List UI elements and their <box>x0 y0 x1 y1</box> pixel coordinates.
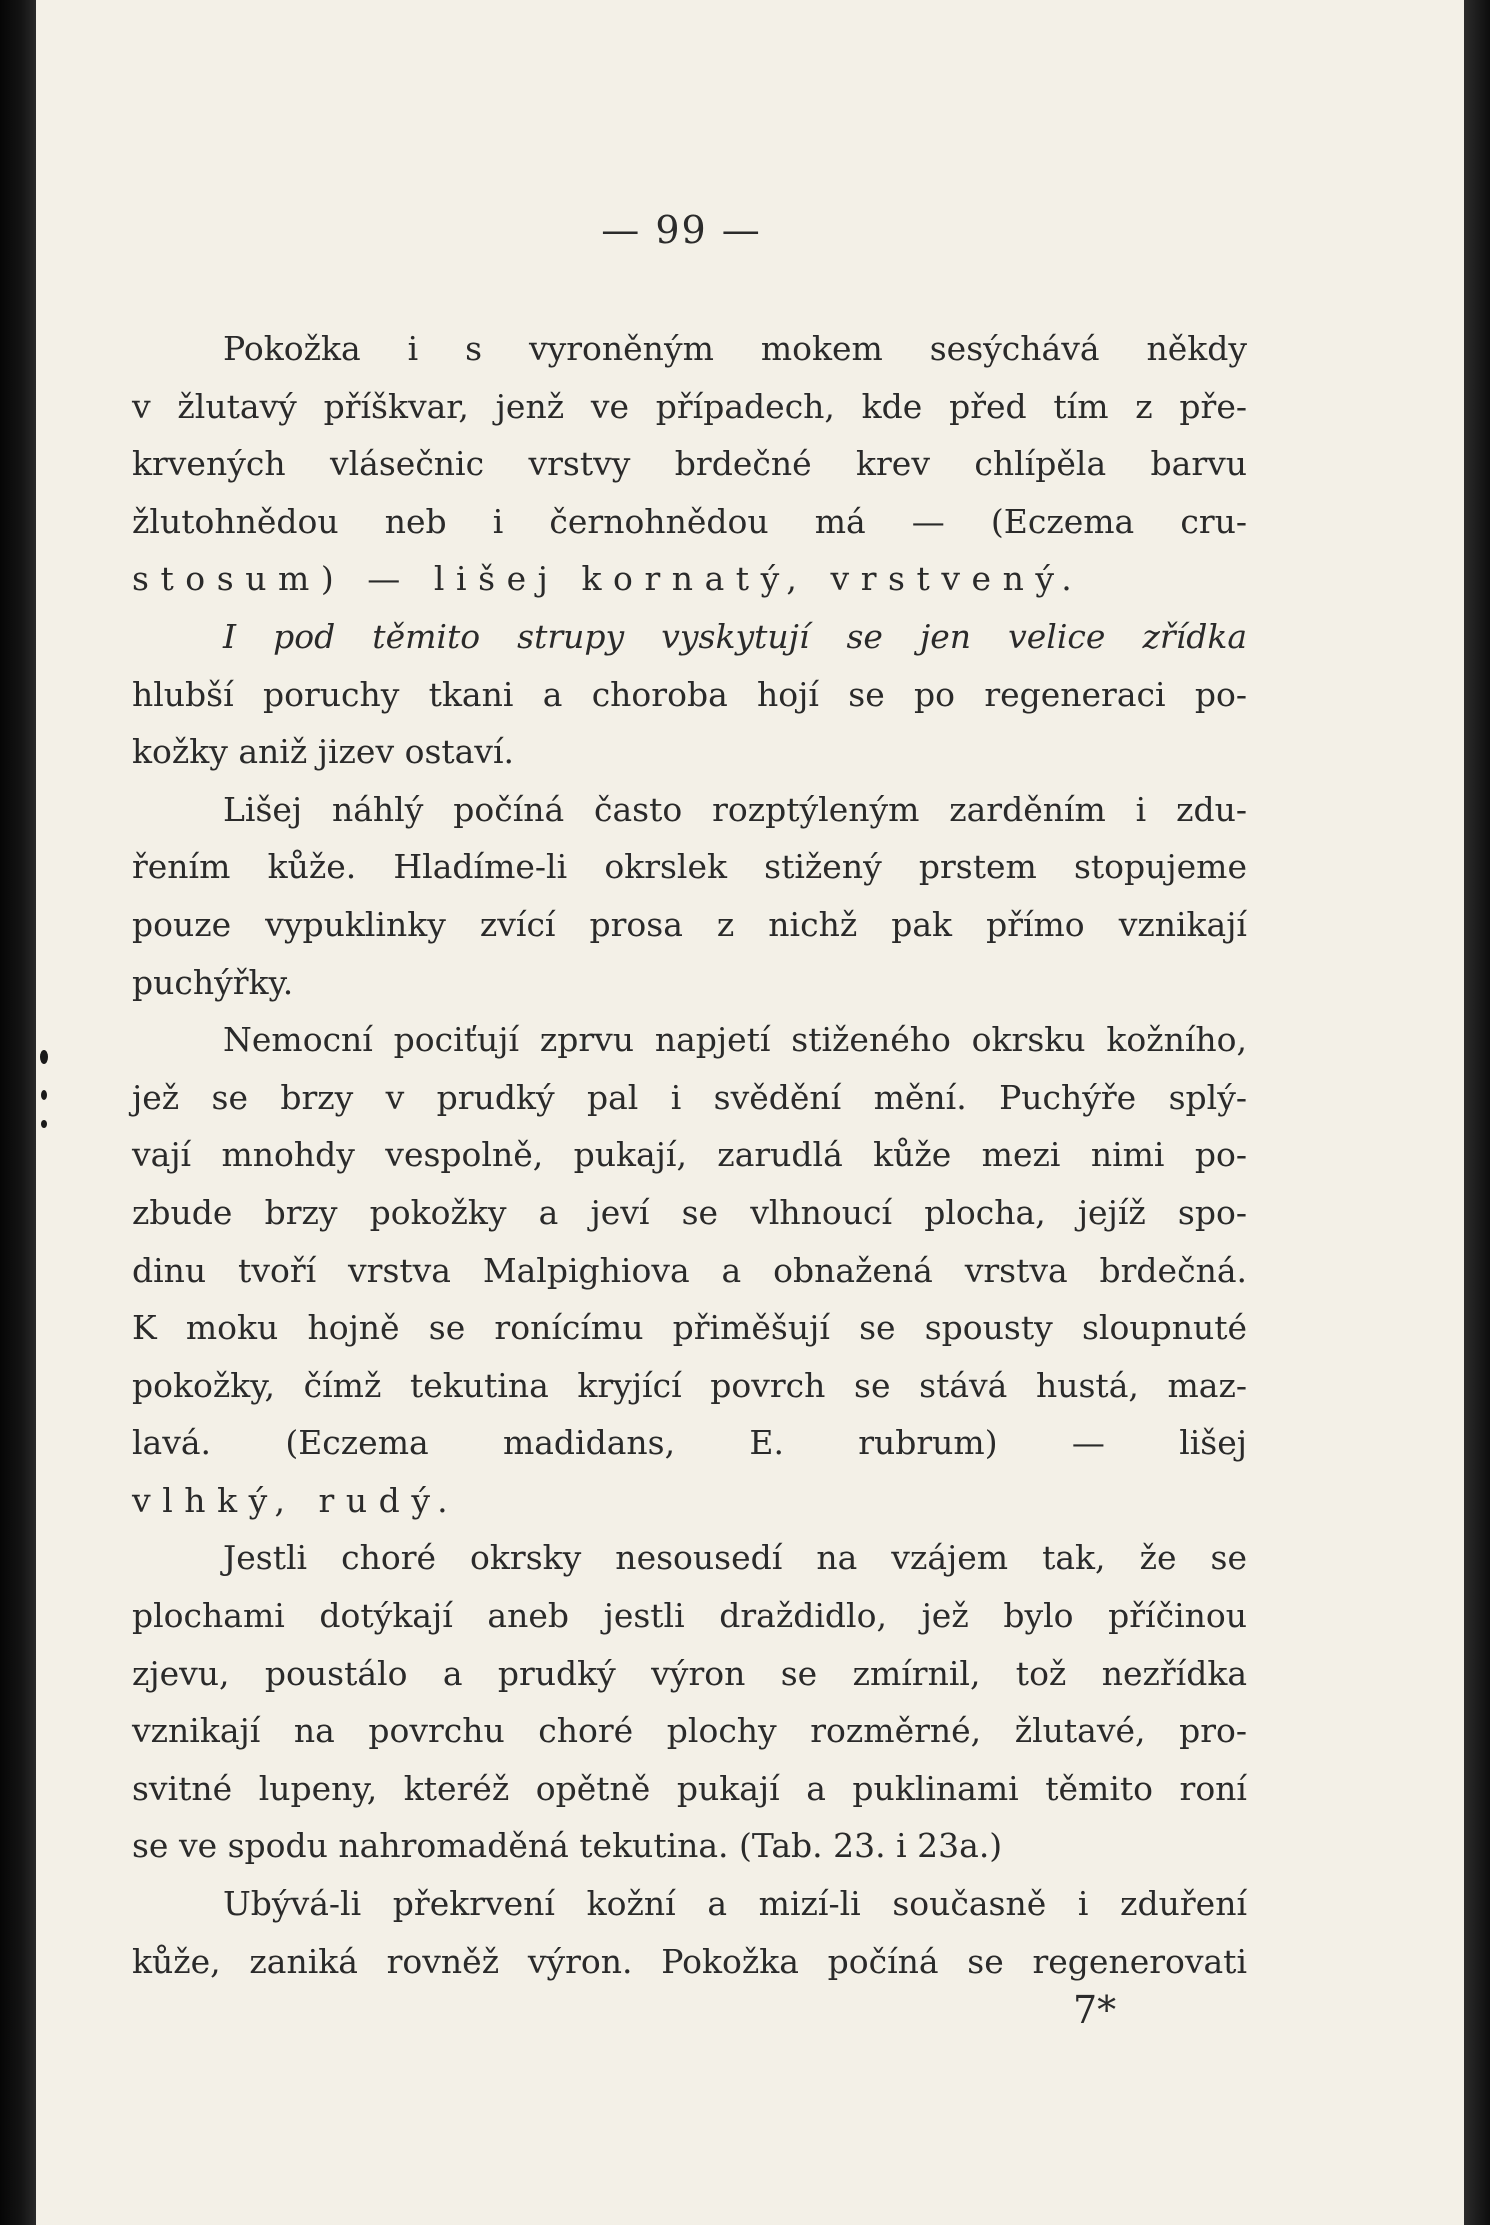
text-line: jež se brzy v prudký pal i svědění mění. Puchýře splý- <box>132 1077 1247 1117</box>
book-page <box>36 0 1464 2225</box>
text-line: Nemocní pociťují zprvu napjetí stiženého okrsku kožního, <box>223 1020 1247 1060</box>
text-line: K moku hojně se ronícímu přiměšují se spousty sloupnuté <box>132 1308 1247 1348</box>
page-number: — 99 — <box>601 208 762 252</box>
margin-speck <box>41 1120 47 1128</box>
text-line: řením kůže. Hladíme-li okrslek stižený prstem stopujeme <box>132 847 1247 887</box>
text-line: I pod těmito strupy vyskytují se jen velice zřídka <box>223 616 1247 656</box>
text-line: se ve spodu nahromaděná tekutina. (Tab. 23. i 23a.) <box>132 1826 1003 1866</box>
text-line: dinu tvoří vrstva Malpighiova a obnažená vrstva brdečná. <box>132 1250 1247 1290</box>
text-line: zbude brzy pokožky a jeví se vlhnoucí plocha, jejíž spo- <box>132 1192 1247 1232</box>
text-line: kožky aniž jizev ostaví. <box>132 732 514 772</box>
text-line: kůže, zaniká rovněž výron. Pokožka počíná se regenerovati <box>132 1941 1247 1981</box>
text-line: žlutohnědou neb i černohnědou má — (Eczema cru- <box>132 501 1247 541</box>
text-line: plochami dotýkají aneb jestli draždidlo, jež bylo příčinou <box>132 1596 1247 1636</box>
text-line: v žlutavý příškvar, jenž ve případech, kde před tím z pře- <box>132 386 1247 426</box>
text-line: svitné lupeny, kteréž opětně pukají a puklinami těmito roní <box>132 1768 1247 1808</box>
text-line: Jestli choré okrsky nesousedí na vzájem tak, že se <box>223 1538 1247 1578</box>
text-line: krvených vlásečnic vrstvy brdečné krev chlípěla barvu <box>132 444 1247 484</box>
margin-speck <box>40 1050 48 1064</box>
margin-speck <box>41 1090 47 1100</box>
text-line: vlhký, rudý. <box>132 1480 460 1520</box>
text-line: pokožky, čímž tekutina kryjící povrch se stává hustá, maz- <box>132 1365 1247 1405</box>
book-gutter <box>0 0 36 2225</box>
text-line: puchýřky. <box>132 962 294 1002</box>
text-line: lavá. (Eczema madidans, E. rubrum) — lišej <box>132 1423 1247 1463</box>
text-line: Ubývá-li překrvení kožní a mizí-li současně i zduření <box>223 1884 1247 1924</box>
text-line: hlubší poruchy tkani a choroba hojí se po regeneraci po- <box>132 674 1247 714</box>
signature-mark: 7* <box>1073 1988 1117 2032</box>
body-text <box>132 320 1247 1990</box>
text-line: Lišej náhlý počíná často rozptýleným zarděním i zdu- <box>223 789 1247 829</box>
text-line: vají mnohdy vespolně, pukají, zarudlá kůže mezi nimi po- <box>132 1135 1247 1175</box>
text-line: vznikají na povrchu choré plochy rozměrné, žlutavé, pro- <box>132 1711 1247 1751</box>
text-line: zjevu, poustálo a prudký výron se zmírnil, tož nezřídka <box>132 1653 1247 1693</box>
text-line: Pokožka i s vyroněným mokem sesýchává někdy <box>223 329 1247 368</box>
text-line: pouze vypuklinky zvící prosa z nichž pak přímo vznikají <box>132 904 1247 944</box>
text-line: stosum) — lišej kornatý, vrstvený. <box>132 559 1084 599</box>
page-edge <box>1464 0 1490 2225</box>
